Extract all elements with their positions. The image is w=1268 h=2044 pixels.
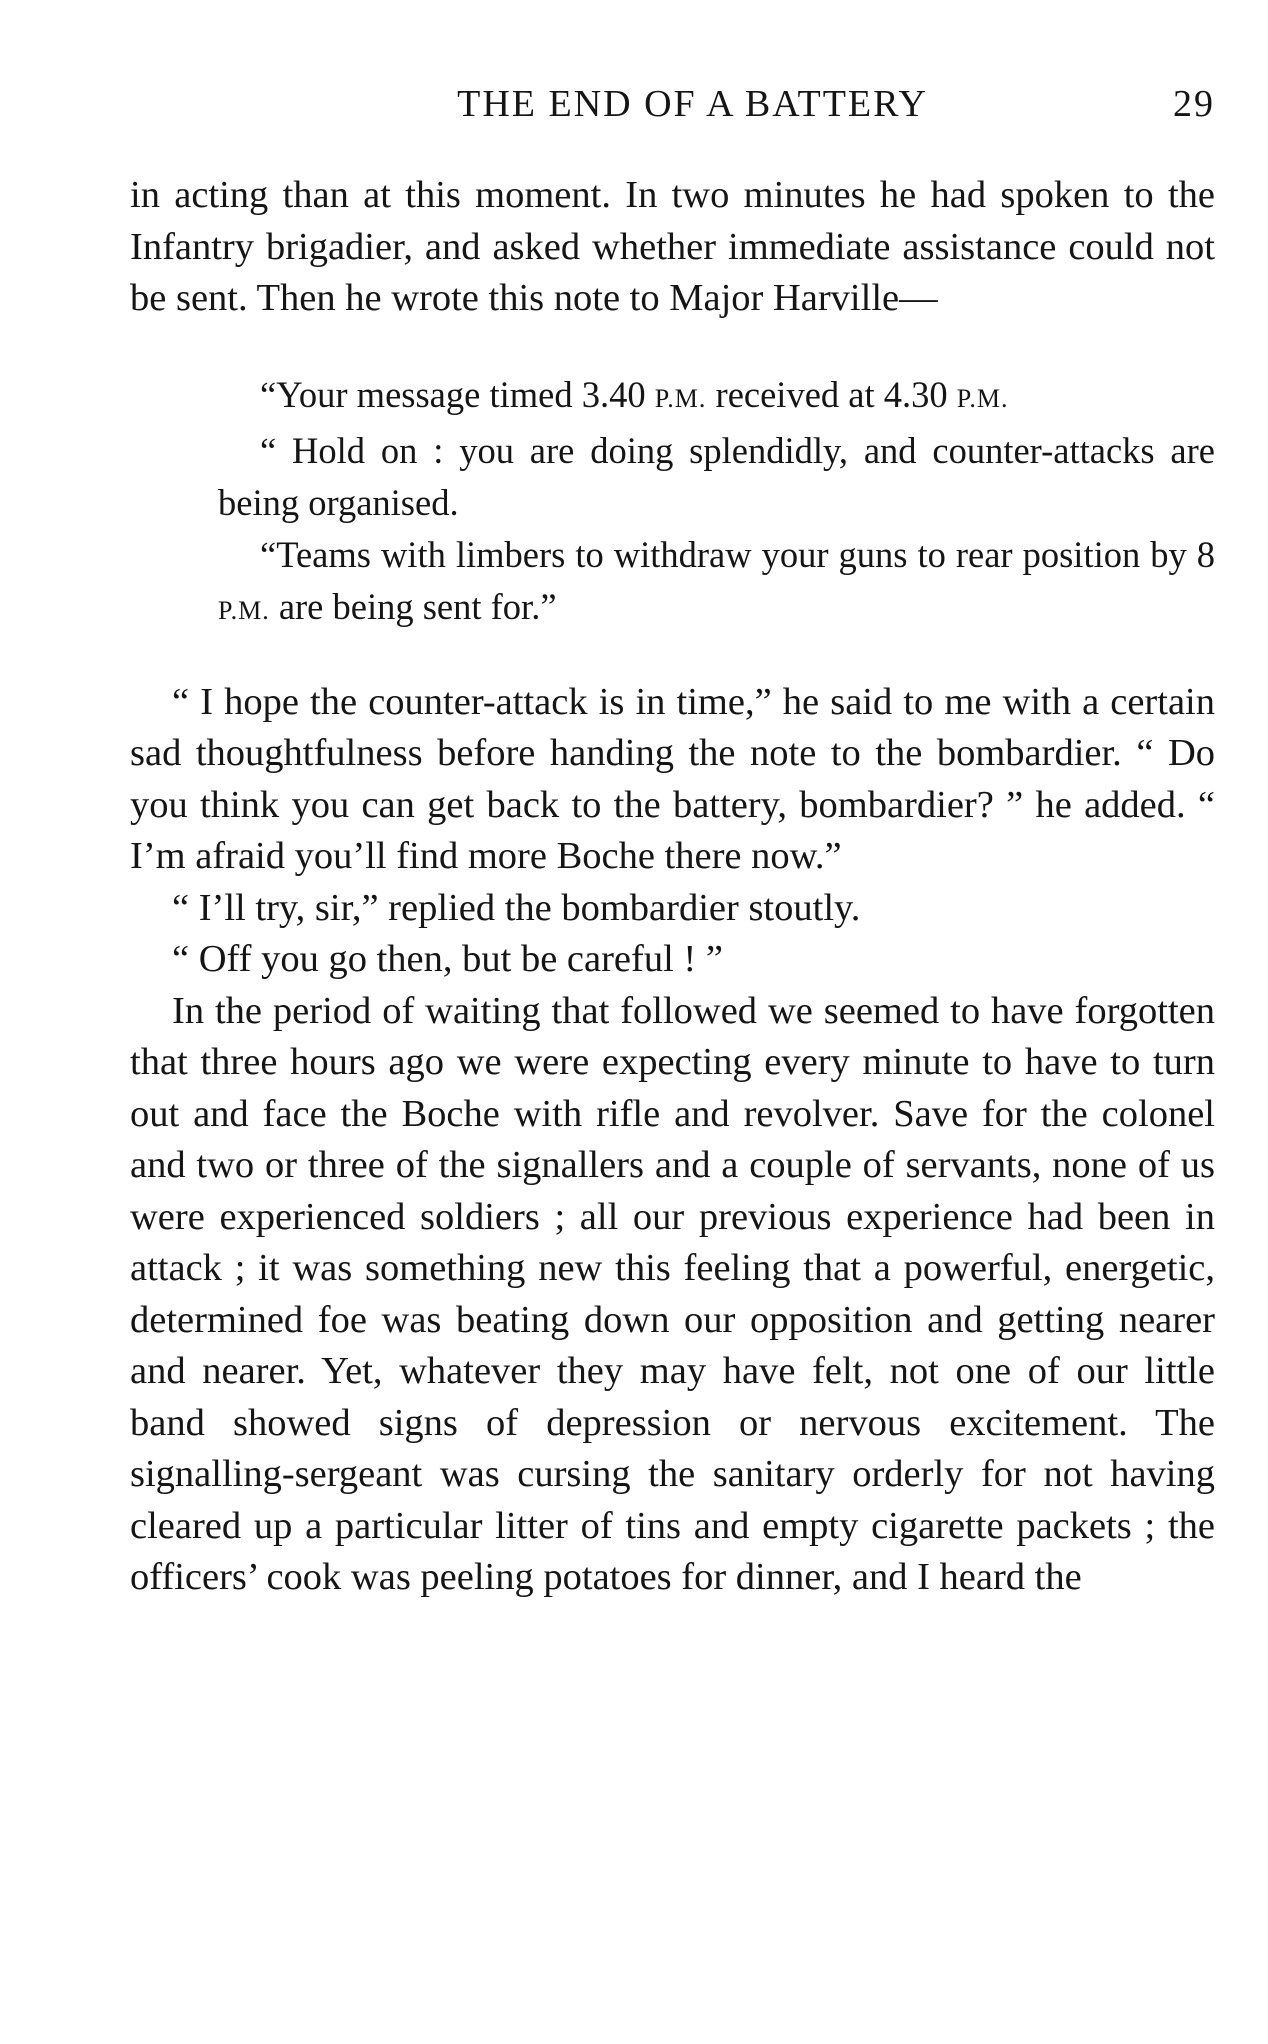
- chapter-title: THE END OF A BATTERY: [457, 83, 928, 125]
- note-quote: [130, 369, 1215, 637]
- paragraph-2: “ I hope the counter-attack is in time,” he said to me with a certain sad thoughtfulness before handing the note to the bombardier. “ Do you think you can get back to the battery, bombardier? ” he added. “ I’m afraid you’ll find more Boche there now.”: [130, 680, 1215, 877]
- paragraph-4: “ Off you go then, but be careful ! ”: [172, 938, 723, 980]
- note-line-1: “Your message timed 3.40 P.M. received at 4.30 P.M.: [260, 373, 1009, 415]
- note-line-2: “ Hold on : you are doing splendidly, and counter-attacks are being organised.: [218, 429, 1215, 523]
- note-line-3: “Teams with limbers to withdraw your guns to rear position by 8 P.M. are being sent for.”: [218, 533, 1215, 627]
- book-page: [130, 80, 1215, 1604]
- running-head: [130, 80, 1215, 140]
- paragraph-3: “ I’ll try, sir,” replied the bombardier stoutly.: [172, 886, 861, 929]
- paragraph-5: In the period of waiting that followed we seemed to have forgotten that three hours ago we were expecting every minute to have to turn out and face the Boche with rifle and revolver. Save for the colonel and two or three of the signallers and a couple of servants, none of us were experienced soldiers ; all our previous experience had been in attack ; it was something new this feeling that a powerful, energetic, determined foe was beating down our opposition and getting nearer and nearer. Yet, whatever they may have felt, not one of our little band showed signs of depression or nervous excitement. The signalling-sergeant was cursing the sanitary orderly for not having cleared up a particular litter of tins and empty cigarette packets ; the officers’ cook was peeling potatoes for dinner, and I heard the: [130, 989, 1215, 1598]
- page-number: 29: [1173, 83, 1215, 125]
- paragraph-1: in acting than at this moment. In two minutes he had spoken to the Infantry brigadier, and asked whether immediate assistance could not be sent. Then he wrote this note to Major Harville—: [130, 174, 1215, 319]
